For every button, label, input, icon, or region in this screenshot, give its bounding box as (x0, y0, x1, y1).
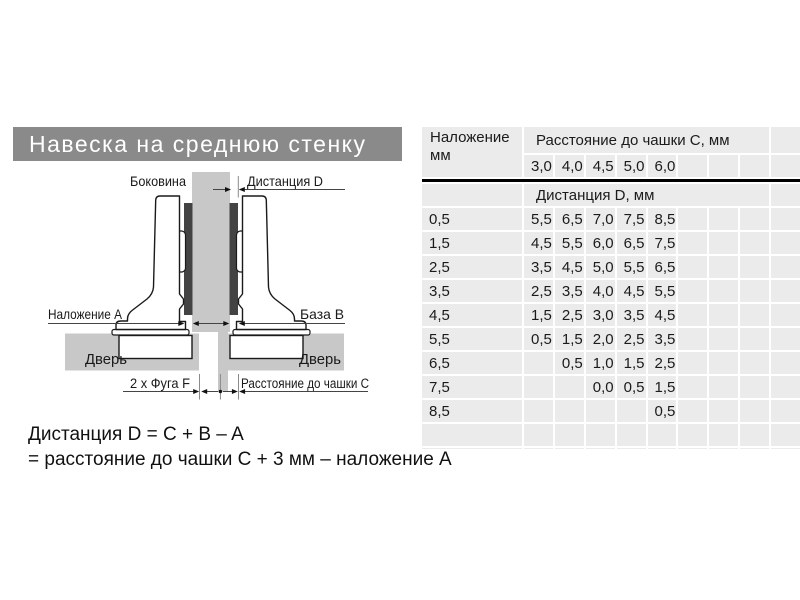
table-empty-cell (524, 424, 553, 446)
table-distance-value (709, 256, 738, 278)
table-overlay-value: 5,5 (422, 328, 522, 350)
table-distance-value: 4,5 (555, 256, 584, 278)
table-distance-value (678, 256, 707, 278)
table-distance-value: 2,5 (648, 352, 677, 374)
table-distance-value (740, 208, 769, 230)
label-door-left: Дверь (85, 351, 128, 368)
table-distance-value (771, 376, 800, 398)
table-distance-value (709, 208, 738, 230)
table-overlay-value: 2,5 (422, 256, 522, 278)
arrowhead-icon (201, 389, 207, 394)
table-empty-cell (678, 448, 707, 449)
table-distance-value: 1,5 (555, 328, 584, 350)
table-cell (771, 184, 800, 206)
table-distance-value: 8,5 (648, 208, 677, 230)
table-distance-value (678, 304, 707, 326)
table-distance-value (740, 400, 769, 422)
table-empty-cell (555, 448, 584, 449)
title-banner (13, 127, 402, 161)
table-section-header: Дистанция D, мм (524, 184, 769, 206)
table-overlay-value: 7,5 (422, 376, 522, 398)
table-empty-cell (740, 448, 769, 449)
table-distance-value: 0,5 (524, 328, 553, 350)
arrowhead-icon (239, 187, 245, 192)
table-distance-value (709, 280, 738, 302)
arrowhead-icon (193, 389, 199, 394)
table-distance-value (709, 304, 738, 326)
table-distance-value (771, 256, 800, 278)
label-overlay-a: Наложение A (48, 306, 123, 322)
label-door-right: Дверь (299, 351, 342, 368)
table-distance-value (678, 328, 707, 350)
table-distance-value (771, 328, 800, 350)
table-distance-value: 0,5 (648, 400, 677, 422)
table-distance-value: 4,5 (524, 232, 553, 254)
table-overlay-value: 4,5 (422, 304, 522, 326)
table-distance-value (678, 400, 707, 422)
hinge-table (422, 127, 800, 449)
table-empty-cell (709, 424, 738, 446)
table-distance-value: 0,5 (555, 352, 584, 374)
hinge-cup-right (230, 336, 303, 359)
table-distance-value: 2,5 (524, 280, 553, 302)
table-distance-value (709, 376, 738, 398)
table-distance-value (709, 352, 738, 374)
table-distance-value (678, 208, 707, 230)
table-empty-cell (586, 424, 615, 446)
table-distance-value (555, 376, 584, 398)
table-distance-value: 4,0 (586, 280, 615, 302)
table-empty-cell (709, 448, 738, 449)
table-distance-value: 1,5 (617, 352, 646, 374)
table-empty-cell (422, 448, 522, 449)
table-distance-value (678, 376, 707, 398)
table-overlay-value: 8,5 (422, 400, 522, 422)
table-distance-value (740, 280, 769, 302)
table-distance-value (740, 328, 769, 350)
hinge-base-left (112, 330, 189, 336)
middle-panel (192, 172, 230, 332)
table-divider (422, 179, 800, 182)
label-base-b: База B (300, 306, 344, 322)
table-distance-value: 1,0 (586, 352, 615, 374)
table-distance-value (771, 400, 800, 422)
table-empty-cell (648, 424, 677, 446)
table-distance-value (771, 232, 800, 254)
table-distance-value (617, 400, 646, 422)
table-distance-value (709, 328, 738, 350)
table-distance-value (740, 376, 769, 398)
table-overlay-value: 6,5 (422, 352, 522, 374)
table-overlay-value: 1,5 (422, 232, 522, 254)
table-distance-value: 4,5 (617, 280, 646, 302)
table-distance-value: 2,5 (617, 328, 646, 350)
table-distance-value: 5,5 (648, 280, 677, 302)
table-distance-value: 7,0 (586, 208, 615, 230)
table-subheader-cell: 5,0 (617, 155, 646, 177)
table-distance-value: 3,0 (586, 304, 615, 326)
table-subheader-cell: 4,0 (555, 155, 584, 177)
table-subheader-cell (709, 155, 738, 177)
table-subheader-cell (740, 155, 769, 177)
label-cup-distance: Расстояние до чашки C (241, 376, 370, 391)
table-distance-value: 7,5 (617, 208, 646, 230)
table-header-overlay (422, 127, 522, 177)
table-distance-value: 7,5 (648, 232, 677, 254)
table-distance-value (740, 352, 769, 374)
table-subheader-cell: 4,5 (586, 155, 615, 177)
hinge-arm-right (237, 196, 307, 330)
hinge-base-right (233, 330, 310, 336)
arrowhead-icon (232, 389, 238, 394)
table-distance-value (678, 232, 707, 254)
table-empty-cell (524, 448, 553, 449)
table-distance-value (524, 376, 553, 398)
table-overlay-value: 0,5 (422, 208, 522, 230)
table-distance-value (771, 352, 800, 374)
hinge-arm-left (116, 196, 186, 330)
hinge-right (230, 196, 311, 335)
table-distance-value (586, 400, 615, 422)
table-distance-value: 6,5 (617, 232, 646, 254)
table-distance-value (709, 400, 738, 422)
table-distance-value (678, 352, 707, 374)
table-distance-value: 0,0 (586, 376, 615, 398)
table-empty-cell (617, 424, 646, 446)
table-empty-cell (740, 424, 769, 446)
table-subheader-cell: 3,0 (524, 155, 553, 177)
table-distance-value (771, 304, 800, 326)
table-distance-value: 5,5 (524, 208, 553, 230)
table-header-overlay-line: Наложение (430, 129, 510, 146)
formula-line-2: = расстояние до чашки C + 3 мм – наложение A (28, 449, 452, 470)
table-distance-value: 3,5 (648, 328, 677, 350)
table-distance-value (524, 400, 553, 422)
table-distance-value: 1,5 (648, 376, 677, 398)
table-distance-value (740, 232, 769, 254)
table-distance-value (740, 256, 769, 278)
label-side-panel: Боковина (130, 173, 187, 189)
table-header-overlay-line: мм (430, 147, 451, 165)
table-empty-cell (555, 424, 584, 446)
table-empty-cell (678, 424, 707, 446)
table-distance-value: 2,5 (555, 304, 584, 326)
formula-block (28, 422, 452, 472)
table-distance-value (524, 352, 553, 374)
dimension-dot (219, 390, 222, 393)
table-subheader-cell: 6,0 (648, 155, 677, 177)
table-empty-cell (617, 448, 646, 449)
hinge-cup-left (119, 336, 192, 359)
table-distance-value: 3,5 (617, 304, 646, 326)
table-distance-value: 5,0 (586, 256, 615, 278)
table-distance-value: 3,5 (524, 256, 553, 278)
table-subheader-cell (771, 155, 800, 177)
label-gap-f: 2 х Фуга F (130, 375, 190, 391)
table-subheader-cell (678, 155, 707, 177)
table-empty-cell (648, 448, 677, 449)
table-cell (422, 184, 522, 206)
table-distance-value: 5,5 (617, 256, 646, 278)
table-distance-value: 1,5 (524, 304, 553, 326)
label-distance-d: Дистанция D (247, 173, 323, 189)
table-distance-value: 6,5 (555, 208, 584, 230)
table-empty-cell (771, 448, 800, 449)
hinge-left (112, 196, 193, 335)
table-distance-value: 5,5 (555, 232, 584, 254)
table-distance-value (771, 208, 800, 230)
table-distance-value: 2,0 (586, 328, 615, 350)
table-empty-cell (771, 424, 800, 446)
page-title: Навеска на среднюю стенку (29, 131, 367, 157)
table-header-cup-distance: Расстояние до чашки C, мм (524, 127, 769, 153)
table-distance-value (740, 304, 769, 326)
table-distance-value (678, 280, 707, 302)
table-distance-value: 6,0 (586, 232, 615, 254)
table-empty-cell (586, 448, 615, 449)
table-distance-value (771, 280, 800, 302)
table-corner-cell (771, 127, 800, 153)
formula-line-1: Дистанция D = C + B – A (28, 424, 244, 445)
table-distance-value: 0,5 (617, 376, 646, 398)
table-distance-value: 4,5 (648, 304, 677, 326)
table-empty-cell (422, 424, 522, 446)
table-overlay-value: 3,5 (422, 280, 522, 302)
table-distance-value (555, 400, 584, 422)
table-distance-value: 3,5 (555, 280, 584, 302)
table-distance-value (709, 232, 738, 254)
table-distance-value: 6,5 (648, 256, 677, 278)
